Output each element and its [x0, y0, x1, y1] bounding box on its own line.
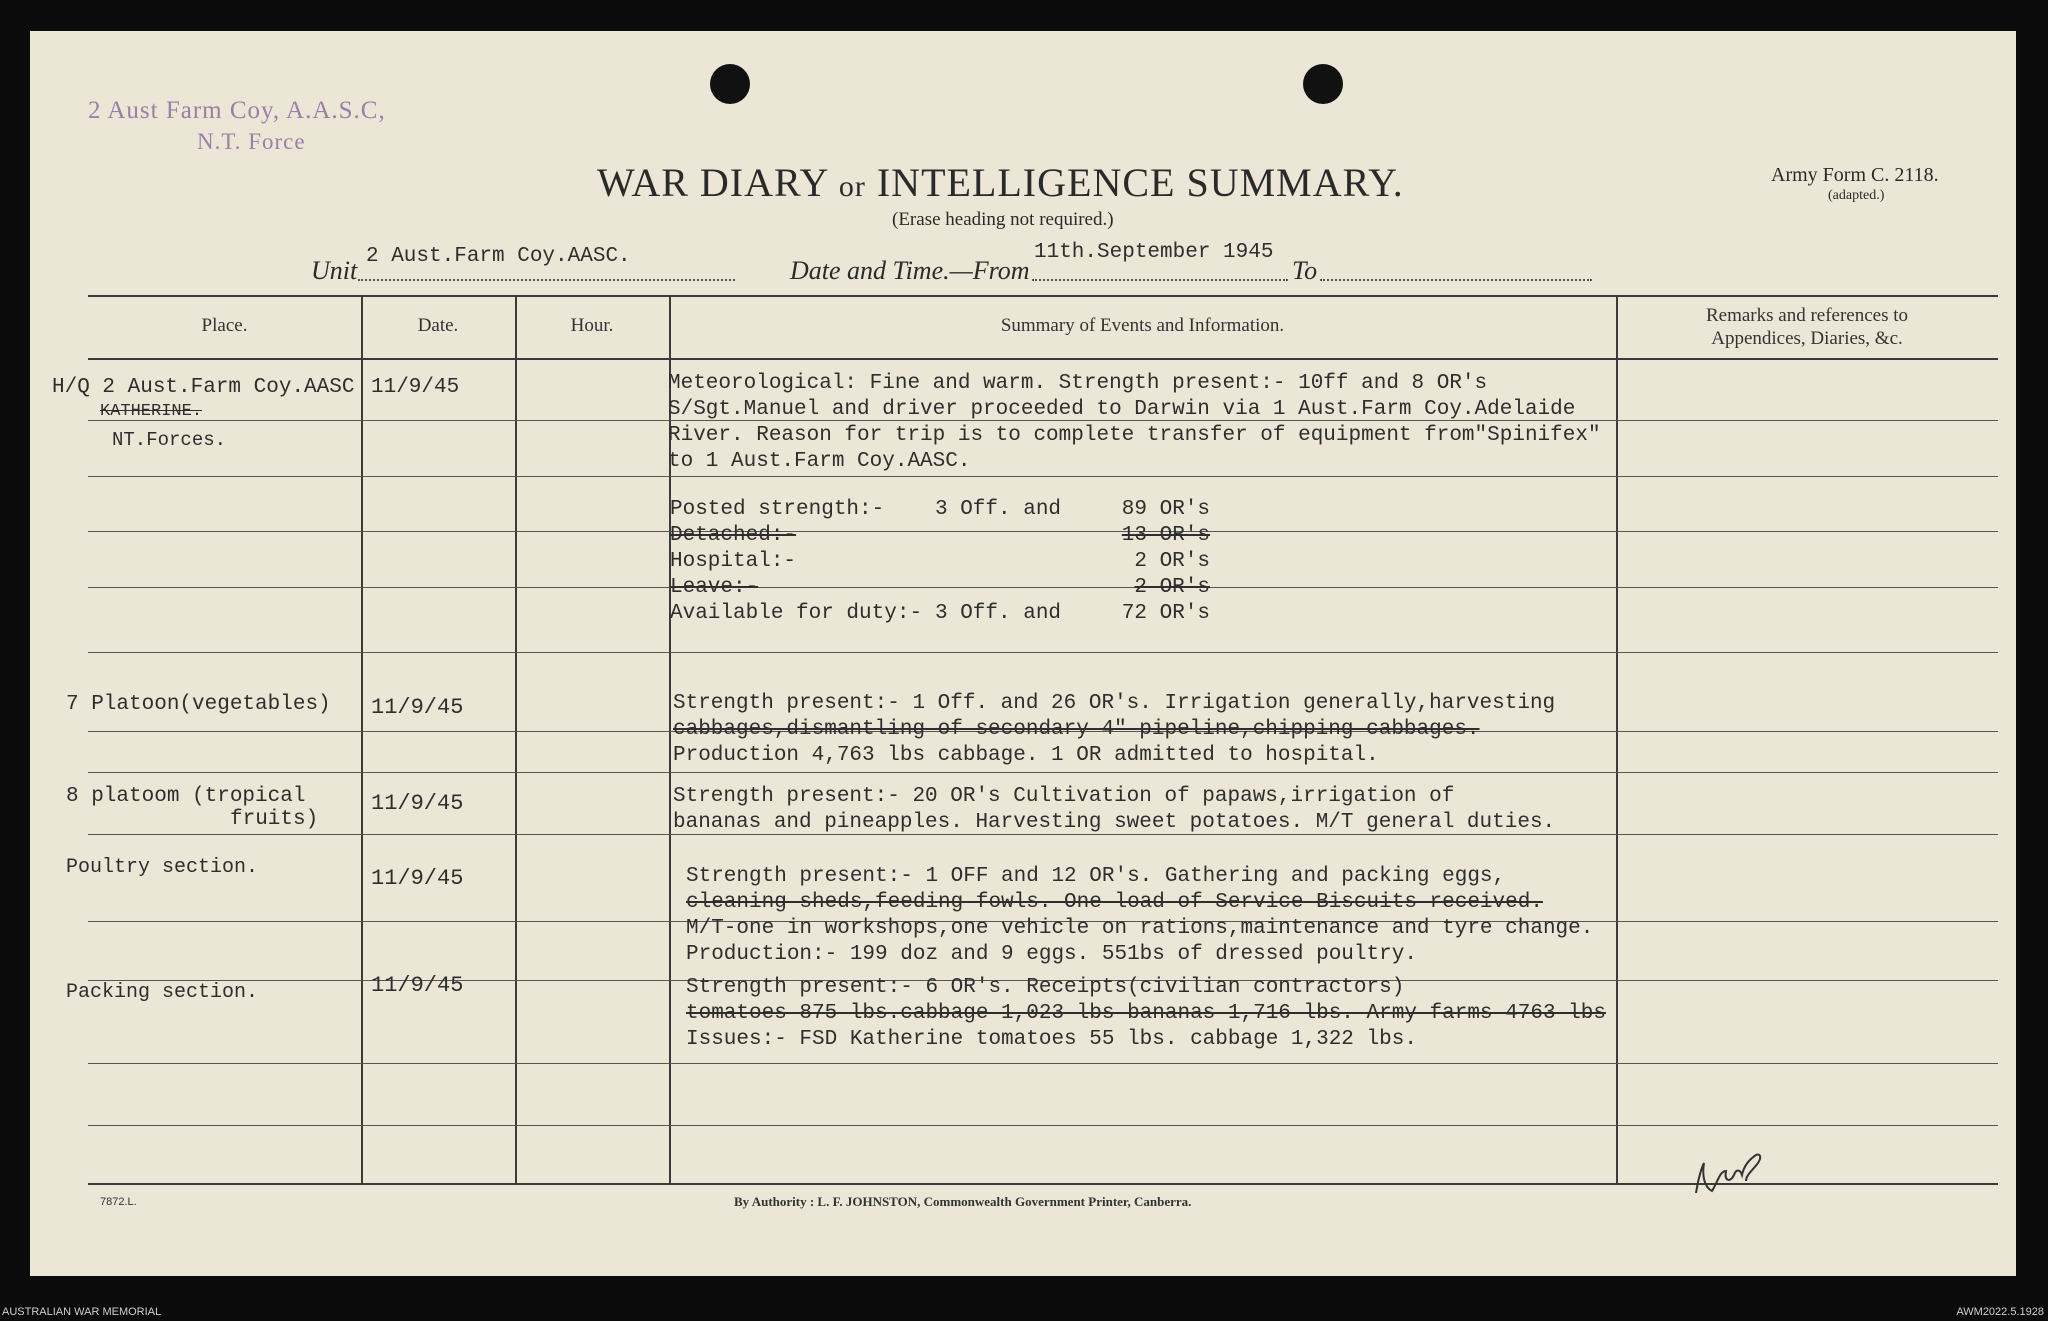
strength-label: Detached:-: [670, 524, 797, 547]
col-header-summary: Summary of Events and Information.: [1000, 315, 1285, 336]
date-value: 11th.September 1945: [1034, 241, 1274, 264]
hq-summary: [668, 371, 1601, 475]
summary-line: cabbages,dismantling of secondary 4" pipeline,chipping cabbages.: [673, 718, 1480, 741]
platoon8-place-line2: fruits): [230, 808, 319, 831]
strength-ors-value: 2 OR's: [1134, 550, 1210, 573]
remarks-header-line2: Appendices, Diaries, &c.: [1711, 328, 1903, 349]
poultry-summary: [686, 864, 1593, 968]
strength-label: Posted strength:-: [670, 498, 885, 521]
to-label: To: [1292, 256, 1318, 285]
strength-ors-value: 72 OR's: [1121, 602, 1210, 625]
row-rule: [88, 652, 1998, 653]
strength-off: 3 Off. and: [935, 602, 1062, 625]
packing-place: Packing section.: [66, 981, 259, 1004]
col-divider-hour: [515, 295, 517, 1185]
punch-hole-left: [710, 64, 750, 104]
strength-label: Available for duty:-: [670, 602, 923, 625]
strength-off: [935, 549, 1061, 575]
row-rule: [88, 476, 1998, 477]
archive-name: AUSTRALIAN WAR MEMORIAL: [2, 1306, 162, 1318]
row-rule: [88, 1063, 1998, 1064]
summary-line: M/T-one in workshops,one vehicle on rations,maintenance and tyre change.: [686, 917, 1594, 940]
hq-place-line2: KATHERINE.: [100, 402, 203, 421]
platoon8-summary: [673, 784, 1555, 836]
date-label: Date and Time.—From: [790, 256, 1030, 285]
unit-dotted-line: [358, 279, 735, 281]
archive-reference: AWM2022.5.1928: [1956, 1306, 2044, 1318]
strength-ors-value: 89 OR's: [1121, 498, 1210, 521]
col-divider-remarks: [1616, 295, 1618, 1185]
summary-line: Strength present:- 1 Off. and 26 OR's. Irrigation generally,harvesting: [673, 692, 1556, 715]
remarks-header-line1: Remarks and references to: [1705, 305, 1909, 326]
unit-value: 2 Aust.Farm Coy.AASC.: [366, 245, 631, 268]
form-number: Army Form C. 2118.: [1771, 164, 1939, 186]
summary-line: S/Sgt.Manuel and driver proceeded to Darwin via 1 Aust.Farm Coy.Adelaide: [668, 398, 1576, 421]
col-header-remarks: [1616, 304, 1998, 350]
punch-hole-right: [1303, 64, 1343, 104]
strength-ors: [1090, 497, 1210, 627]
col-header-place: Place.: [201, 315, 248, 336]
col-header-hour: Hour.: [570, 315, 614, 336]
summary-line: Production:- 199 doz and 9 eggs. 551bs of dressed poultry.: [686, 943, 1417, 966]
table-top-rule: [88, 295, 1998, 297]
strength-ors-value: 13 OR's: [1121, 524, 1210, 547]
hq-place-line1: H/Q 2 Aust.Farm Coy.AASC: [52, 376, 355, 399]
title-part1: WAR DIARY: [597, 160, 828, 205]
platoon7-summary: [673, 691, 1555, 769]
summary-line: to 1 Aust.Farm Coy.AASC.: [668, 450, 971, 473]
form-code: 7872.L.: [100, 1196, 137, 1208]
poultry-date: 11/9/45: [371, 866, 464, 891]
table-header-rule: [88, 358, 1998, 360]
platoon7-place: 7 Platoon(vegetables): [66, 693, 331, 716]
diary-page: [30, 31, 2016, 1276]
title-part2: INTELLIGENCE SUMMARY.: [876, 160, 1404, 205]
packing-summary: [686, 975, 1606, 1053]
date-dotted-line: [1032, 279, 1288, 281]
packing-date: 11/9/45: [371, 973, 464, 998]
poultry-place: Poultry section.: [66, 856, 259, 879]
unit-stamp-line1: 2 Aust Farm Coy, A.A.S.C,: [88, 97, 386, 124]
summary-line: Meteorological: Fine and warm. Strength present:- 10ff and 8 OR's: [668, 372, 1488, 395]
strength-officers: [935, 497, 1061, 627]
platoon7-date: 11/9/45: [371, 695, 464, 720]
page-subtitle: (Erase heading not required.): [892, 209, 1114, 230]
archive-bar: [0, 1304, 2048, 1321]
unit-stamp-line2: N.T. Force: [197, 129, 306, 154]
strength-ors-value: 2 OR's: [1134, 576, 1210, 599]
signature-scribble: [1690, 1141, 1770, 1201]
strength-off: 3 Off. and: [935, 498, 1062, 521]
platoon8-date: 11/9/45: [371, 791, 464, 816]
col-header-date: Date.: [417, 315, 459, 336]
col-divider-date: [361, 295, 363, 1185]
strength-label: Leave:-: [670, 576, 759, 599]
title-or: or: [838, 170, 866, 203]
summary-line: cleaning sheds,feeding fowls. One load of Service Biscuits received.: [686, 891, 1543, 914]
row-rule: [88, 772, 1998, 773]
strength-off: [935, 575, 1061, 601]
platoon8-place-line1: 8 platoom (tropical: [66, 785, 306, 808]
summary-line: Strength present:- 6 OR's. Receipts(civilian contractors): [686, 976, 1405, 999]
unit-label: Unit: [311, 256, 358, 285]
printer-authority: By Authority : L. F. JOHNSTON, Commonwealth Government Printer, Canberra.: [734, 1194, 1192, 1209]
summary-line: Issues:- FSD Katherine tomatoes 55 lbs. cabbage 1,322 lbs.: [686, 1028, 1417, 1051]
to-dotted-line: [1320, 279, 1592, 281]
summary-line: Strength present:- 20 OR's Cultivation of papaws,irrigation of: [673, 785, 1455, 808]
strength-label: Hospital:-: [670, 550, 797, 573]
summary-line: Strength present:- 1 OFF and 12 OR's. Gathering and packing eggs,: [686, 865, 1506, 888]
summary-line: bananas and pineapples. Harvesting sweet potatoes. M/T general duties.: [673, 811, 1556, 834]
row-rule: [88, 1125, 1998, 1126]
summary-line: tomatoes 875 lbs.cabbage 1,023 lbs bananas 1,716 lbs. Army farms 4763 lbs: [686, 1002, 1606, 1025]
strength-off: [935, 523, 1061, 549]
hq-date: 11/9/45: [371, 376, 460, 399]
strength-labels: [670, 497, 922, 627]
form-note: (adapted.): [1828, 188, 1885, 203]
hq-place-line3: NT.Forces.: [112, 429, 227, 451]
page-title: [597, 159, 1404, 206]
summary-line: River. Reason for trip is to complete transfer of equipment from"Spinifex": [668, 424, 1601, 447]
summary-line: Production 4,763 lbs cabbage. 1 OR admitted to hospital.: [673, 744, 1379, 767]
